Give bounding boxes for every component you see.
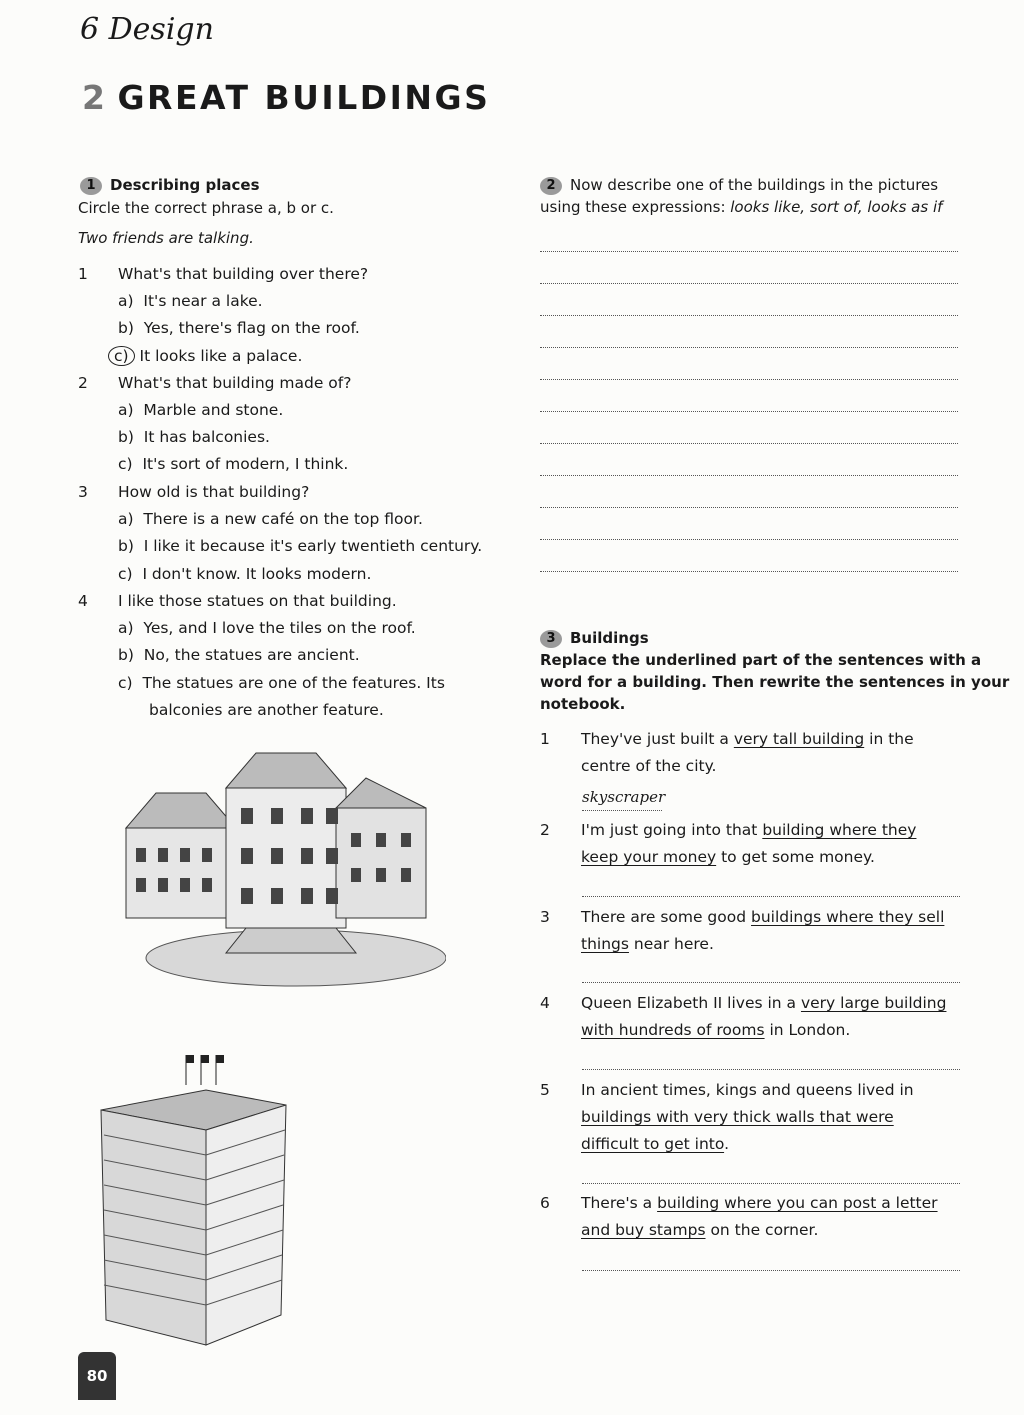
ex3-instruction: Replace the underlined part of the sentences with a <box>540 651 982 669</box>
option[interactable]: b) No, the statues are ancient. <box>118 646 360 664</box>
ex3-instruction: word for a building. Then rewrite the sentences in your <box>540 673 1010 691</box>
answer-line[interactable] <box>540 539 958 540</box>
palace-illustration <box>96 748 446 988</box>
ex3-title: Buildings <box>570 629 649 647</box>
item-number: 2 <box>540 821 550 839</box>
item-text: centre of the city. <box>581 757 717 775</box>
ex1-title: Describing places <box>110 176 260 194</box>
option[interactable]: b) I like it because it's early twentieth century. <box>118 537 483 555</box>
circle-mark: c) <box>108 346 135 366</box>
option[interactable]: a) There is a new café on the top floor. <box>118 510 423 528</box>
q3-text: How old is that building? <box>118 483 310 501</box>
ex2-expressions: looks like, sort of, looks as if <box>730 198 943 216</box>
answer-line[interactable] <box>582 1270 960 1271</box>
item-text: and buy stamps on the corner. <box>581 1221 819 1239</box>
option[interactable]: c) The statues are one of the features. Its <box>118 674 445 692</box>
item-text: There are some good buildings where they sell <box>581 908 945 926</box>
item-text: with hundreds of rooms in London. <box>581 1021 851 1039</box>
answer-line[interactable] <box>540 411 958 412</box>
unit-heading: 6 Design <box>80 12 214 47</box>
item-text: Queen Elizabeth II lives in a very large building <box>581 994 947 1012</box>
item-text: keep your money to get some money. <box>581 848 875 866</box>
tower-block-illustration <box>96 1050 296 1350</box>
answer-line[interactable] <box>540 443 958 444</box>
ex2-badge: 2 <box>540 177 562 195</box>
page-number: 80 <box>78 1352 116 1400</box>
lesson-number: 2 <box>82 78 108 117</box>
q3-number: 3 <box>78 483 88 501</box>
answer-line[interactable] <box>540 315 958 316</box>
item-number: 5 <box>540 1081 550 1099</box>
ex2-instruction-line2: using these expressions: looks like, sort of, looks as if <box>540 198 943 216</box>
answer-line[interactable] <box>540 507 958 508</box>
answer-line[interactable] <box>582 896 960 897</box>
answer-line[interactable] <box>582 1183 960 1184</box>
answer-line[interactable] <box>582 982 960 983</box>
lesson-title-text: GREAT BUILDINGS <box>117 78 491 117</box>
option[interactable]: c) It's sort of modern, I think. <box>118 455 349 473</box>
item-number: 3 <box>540 908 550 926</box>
answer-line[interactable] <box>582 1069 960 1070</box>
q1-number: 1 <box>78 265 88 283</box>
option[interactable]: a) Yes, and I love the tiles on the roof. <box>118 619 416 637</box>
answer-line[interactable] <box>582 810 662 811</box>
q2-number: 2 <box>78 374 88 392</box>
option[interactable]: a) Marble and stone. <box>118 401 284 419</box>
q2-text: What's that building made of? <box>118 374 352 392</box>
item-text: things near here. <box>581 935 714 953</box>
ex1-context: Two friends are talking. <box>78 229 254 247</box>
item-number: 4 <box>540 994 550 1012</box>
item-number: 1 <box>540 730 550 748</box>
item-text: buildings with very thick walls that were <box>581 1108 894 1126</box>
item-text: difficult to get into. <box>581 1135 730 1153</box>
lesson-title <box>82 78 490 117</box>
answer-line[interactable] <box>540 379 958 380</box>
ex3-badge: 3 <box>540 630 562 648</box>
option[interactable]: c) I don't know. It looks modern. <box>118 565 372 583</box>
ex1-badge: 1 <box>80 177 102 195</box>
q4-number: 4 <box>78 592 88 610</box>
ex3-instruction: notebook. <box>540 695 626 713</box>
option-circled[interactable]: c) It looks like a palace. <box>118 346 302 366</box>
ex2-instruction: 2 Now describe one of the buildings in the pictures <box>540 176 938 195</box>
option-continuation: balconies are another feature. <box>149 701 384 719</box>
item-text: They've just built a very tall building in the <box>581 730 914 748</box>
answer-line[interactable] <box>540 475 958 476</box>
ex1-instruction: Circle the correct phrase a, b or c. <box>78 199 334 217</box>
answer-line[interactable] <box>540 283 958 284</box>
ex1-heading <box>80 176 260 195</box>
option[interactable]: a) It's near a lake. <box>118 292 263 310</box>
item-number: 6 <box>540 1194 550 1212</box>
item-text: There's a building where you can post a letter <box>581 1194 938 1212</box>
item-text: In ancient times, kings and queens lived in <box>581 1081 914 1099</box>
ex3-heading <box>540 629 649 648</box>
answer-line[interactable] <box>540 347 958 348</box>
q1-text: What's that building over there? <box>118 265 369 283</box>
handwritten-answer: skyscraper <box>582 788 666 806</box>
answer-line[interactable] <box>540 571 958 572</box>
item-text: I'm just going into that building where they <box>581 821 917 839</box>
option[interactable]: b) It has balconies. <box>118 428 270 446</box>
q4-text: I like those statues on that building. <box>118 592 397 610</box>
option[interactable]: b) Yes, there's flag on the roof. <box>118 319 360 337</box>
answer-line[interactable] <box>540 251 958 252</box>
